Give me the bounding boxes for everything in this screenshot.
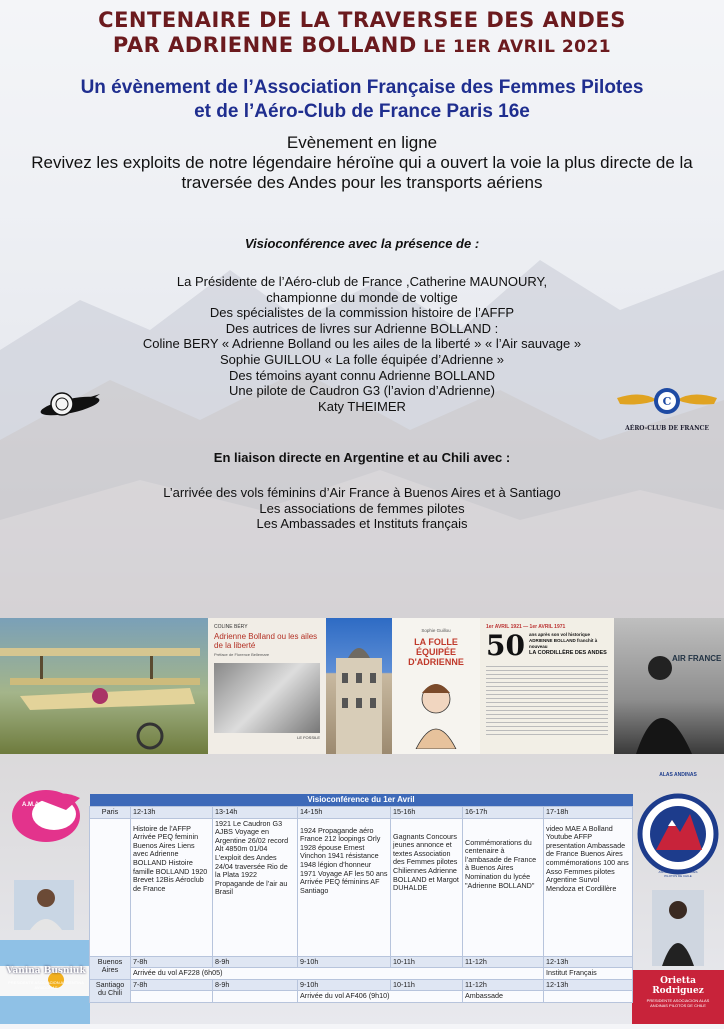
liaison-list xyxy=(90,485,634,532)
time-slot: 17-18h xyxy=(544,807,633,819)
title-line-2 xyxy=(0,33,724,60)
liaison-heading: En liaison directe en Argentine et au Chili avec : xyxy=(213,450,511,465)
guest-line: championne du monde de voltige xyxy=(266,289,458,305)
newspaper-clipping xyxy=(480,618,614,754)
title-line-2a: PAR ADRIENNE BOLLAND xyxy=(112,33,417,57)
news-headline-1: ans après son vol historique xyxy=(528,632,590,637)
time-slot: 9-10h xyxy=(298,956,391,968)
news-big-number: 50 xyxy=(486,629,525,662)
time-slot: 12-13h xyxy=(131,807,213,819)
alas-andinas-logo-text: ALAS ANDINAS xyxy=(659,772,697,778)
book2-illustration-icon xyxy=(392,669,480,749)
pilot-portrait-icon xyxy=(614,618,724,754)
empty-cell xyxy=(90,818,131,956)
amaa-logo-text: A.M.A.A xyxy=(22,802,45,808)
guest-line: Sophie GUILLOU « La folle équipée d’Adrienne » xyxy=(219,351,505,367)
time-slot: 14-15h xyxy=(298,807,391,819)
program-cell: video MAE A Bolland Youtube AFFP presentation Ambassade de France Buenos Aires commémorations 100 ans Asso Femmes pilotes Argentine Survol Mendoza et Cordillère xyxy=(544,818,633,956)
alas-andinas-ring-text: ASOCIACION DE MUJERES PILOTOS DE CHILE xyxy=(658,870,698,878)
aeroclub-wings-icon xyxy=(612,384,722,420)
book1-author: COLINE BÉRY xyxy=(214,624,248,630)
guest-line: La Présidente de l’Aéro-club de France ,Catherine MAUNOURY, xyxy=(176,274,548,289)
news-headline-3: LA CORDILLÈRE DES ANDES xyxy=(528,650,607,656)
book2-title: LA FOLLE ÉQUIPÉE D'ADRIENNE xyxy=(408,637,464,667)
intro-line-1: Evènement en ligne xyxy=(286,133,438,152)
guest-line: Une pilote de Caudron G3 (l’avion d’Adrienne) xyxy=(229,383,495,399)
table-row xyxy=(90,807,633,819)
event-cell: Arrivée du vol AF228 (6h05) xyxy=(131,968,544,980)
news-body-text xyxy=(486,666,608,736)
photo-strip xyxy=(0,618,724,754)
aeroclub-logo xyxy=(612,384,722,434)
time-slot: 10-11h xyxy=(391,956,463,968)
time-slot: 16-17h xyxy=(463,807,544,819)
time-slot: 11-12h xyxy=(463,956,544,968)
svg-text:C: C xyxy=(662,395,672,408)
time-slot: 11-12h xyxy=(463,979,544,991)
schedule-table xyxy=(89,794,632,1003)
orietta-name: Orietta Rodriguez xyxy=(652,976,704,996)
table-row xyxy=(90,818,633,956)
news-dates: 1er AVRIL 1921 — 1er AVRIL 1971 xyxy=(486,624,566,630)
time-slot: 12-13h xyxy=(544,956,633,968)
table-row xyxy=(90,979,633,991)
intro-line-2: Revivez les exploits de notre légendaire héroïne qui a ouvert la voie la plus directe de la traversée des Andes pour les transports aériens xyxy=(31,153,693,192)
chile-panel xyxy=(632,770,724,1024)
empty-cell xyxy=(131,991,213,1003)
affp-logo-icon xyxy=(38,388,102,424)
event-cell: Institut Français xyxy=(544,968,633,980)
orietta-role: PRESIDENTE ASOCIACION ALAS ANDINAS PILOTOS DE CHILE xyxy=(646,998,710,1008)
guest-list xyxy=(90,274,634,414)
subtitle-line-1: Un évènement de l’Association Française des Femmes Pilotes xyxy=(80,77,644,98)
page-title xyxy=(0,8,724,60)
time-slot: 15-16h xyxy=(391,807,463,819)
news-headline-2: ADRIENNE BOLLAND franchit à nouveau xyxy=(528,638,598,649)
photo-caudron-plane xyxy=(0,618,208,754)
time-slot: 8-9h xyxy=(213,956,298,968)
guest-line: Des autrices de livres sur Adrienne BOLLAND : xyxy=(225,320,499,336)
book2-author: Sophie Guillou xyxy=(421,628,451,633)
guest-line: Des spécialistes de la commission histoire de l’AFFP xyxy=(209,305,515,321)
table-row xyxy=(90,968,633,980)
intro xyxy=(30,133,694,193)
time-slot: 7-8h xyxy=(131,979,213,991)
time-slot: 7-8h xyxy=(131,956,213,968)
subtitle xyxy=(0,76,724,124)
subtitle-line-2: et de l’Aéro-Club de France Paris 16e xyxy=(194,101,530,122)
liaison-line: Les associations de femmes pilotes xyxy=(259,500,465,516)
book1-footer: LE FOSSILE xyxy=(297,735,320,740)
liaison-line: Les Ambassades et Instituts français xyxy=(256,516,468,532)
building-icon xyxy=(326,618,392,754)
plane-livery-text: AIR FRANCE xyxy=(672,654,722,663)
city-paris: Paris xyxy=(90,807,131,819)
guest-line: Des témoins ayant connu Adrienne BOLLAND xyxy=(229,367,495,383)
time-slot: 10-11h xyxy=(391,979,463,991)
city-santiago: Santiago du Chili xyxy=(90,979,131,1002)
biplane-icon xyxy=(0,618,208,754)
book1-title: Adrienne Bolland ou les ailes de la liberté xyxy=(214,632,318,650)
program-cell: 1921 Le Caudron G3 AJBS Voyage en Argentine 26/02 record Alt 4850m 01/04 L’exploit des Andes 24/04 traversée Rio de la Plata 1922 Propagande de l’air au Brasil xyxy=(213,818,298,956)
program-cell: Commémorations du centenaire à l’ambasade de France à Buenos Aires Nomination du lycée "Adrienne BOLLAND" xyxy=(463,818,544,956)
liaison-line: L’arrivée des vols féminins d’Air France à Buenos Aires et à Santiago xyxy=(163,485,561,500)
event-cell: Arrivée du vol AF406 (9h10) xyxy=(298,991,463,1003)
book1-preface: Préface de Florence Bellemare xyxy=(214,652,270,657)
table-row xyxy=(90,956,633,968)
visio-heading: Visioconférence avec la présence de : xyxy=(244,236,480,251)
empty-cell xyxy=(544,991,633,1003)
photo-air-france-plane xyxy=(614,618,724,754)
city-buenos-aires: Buenos Aires xyxy=(90,956,131,979)
time-slot: 8-9h xyxy=(213,979,298,991)
time-slot: 13-14h xyxy=(213,807,298,819)
book-cover-guillou xyxy=(392,618,480,754)
table-row xyxy=(90,991,633,1003)
empty-cell xyxy=(213,991,298,1003)
guest-line: Katy THEIMER xyxy=(318,398,406,414)
time-slot: 12-13h xyxy=(544,979,633,991)
photo-building xyxy=(326,618,392,754)
vanina-role: PRESIDENTE ASOCIACION ARGENTINA AVIADORAS xyxy=(8,980,84,990)
book1-photo xyxy=(214,663,320,733)
title-line-1: CENTENAIRE DE LA TRAVERSEE DES ANDES xyxy=(98,8,626,32)
event-cell: Ambassade xyxy=(463,991,544,1003)
title-line-2b: LE 1ER AVRIL 2021 xyxy=(416,37,612,57)
time-slot: 9-10h xyxy=(298,979,391,991)
program-cell: Gagnants Concours jeunes annonce et textes Association des Femmes pilotes Chiliennes Adrienne BOLLAND et Margot DUHALDE xyxy=(391,818,463,956)
program-cell: 1924 Propagande aéro France 212 loopings Orly 1928 épouse Ernest Vinchon 1941 résistance 1948 légion d’honneur 1971 Voyage AF les 50 ans Arrivée PEQ féminins AF Santiago xyxy=(298,818,391,956)
guest-line: Coline BERY « Adrienne Bolland ou les ailes de la liberté » « l’Air sauvage » xyxy=(142,336,582,352)
book-cover-bery xyxy=(208,618,326,754)
schedule-title: Visioconférence du 1er Avril xyxy=(90,794,633,807)
argentina-panel xyxy=(0,770,90,1024)
aeroclub-caption: AÉRO-CLUB DE FRANCE xyxy=(625,425,709,432)
vanina-name: Vanina Busniuk xyxy=(6,966,86,976)
program-cell: Histoire de l’AFFP Arrivée PEQ feminin Buenos Aires Liens avec Adrienne BOLLAND Histoire famille BOLLAND 1920 Brevet 12Bis Aéroclub de France xyxy=(131,818,213,956)
